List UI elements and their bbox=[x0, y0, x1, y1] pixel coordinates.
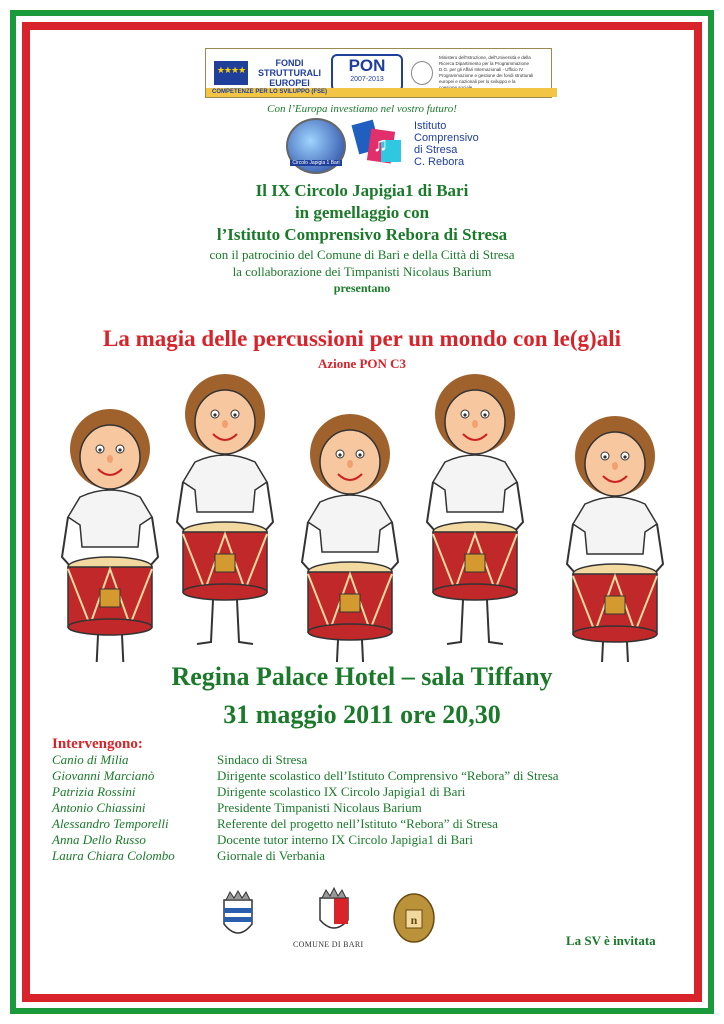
pon-logo bbox=[331, 54, 403, 92]
header-line-5: la collaborazione dei Timpanisti Nicolaus Barium bbox=[232, 264, 492, 279]
drummer-kids-illustration bbox=[55, 372, 685, 662]
speaker-row bbox=[52, 768, 559, 784]
motto: Con l’Europa investiamo nel vostro futuro! bbox=[267, 103, 457, 115]
pon-banner bbox=[205, 48, 552, 98]
svg-text:n: n bbox=[410, 913, 418, 927]
speaker-name: Anna Dello Russo bbox=[52, 832, 146, 847]
speaker-row bbox=[52, 816, 559, 832]
speaker-name: Giovanni Marcianò bbox=[52, 768, 155, 783]
drummer-kid bbox=[567, 416, 663, 662]
speaker-row bbox=[52, 752, 559, 768]
timpanisti-badge-icon bbox=[392, 890, 436, 944]
drummer-kid bbox=[177, 374, 273, 644]
ministry-text: Ministero dell'Istruzione, dell'Università e della Ricerca Dipartimento per la Programmazione D.G. per gli Affari Internazionali - Ufficio IV Programmazione e gestione dei fondi strutturali europei e nazionali per lo sviluppo e la bbox=[439, 55, 534, 84]
speakers-list bbox=[52, 752, 559, 864]
rebora-line: C. Rebora bbox=[414, 156, 465, 168]
speaker-row bbox=[52, 800, 559, 816]
rebora-logo-text bbox=[414, 120, 479, 168]
drummer-kid bbox=[427, 374, 523, 644]
speaker-row bbox=[52, 848, 559, 864]
header-line-1: Il IX Circolo Japigia1 di Bari bbox=[255, 181, 469, 200]
venue: Regina Palace Hotel – sala Tiffany bbox=[171, 662, 553, 691]
speaker-role: Dirigente scolastico IX Circolo Japigia1 di Bari bbox=[217, 784, 466, 799]
speaker-name: Patrizia Rossini bbox=[52, 784, 136, 799]
rebora-line: Istituto bbox=[414, 120, 447, 132]
stresa-crest-icon bbox=[218, 890, 258, 944]
speaker-name: Antonio Chiassini bbox=[52, 800, 146, 815]
header-line-4: con il patrocinio del Comune di Bari e della Città di Stresa bbox=[209, 247, 515, 262]
invitation-note: La SV è invitata bbox=[566, 933, 656, 948]
fondi-strutturali-logo bbox=[258, 58, 321, 88]
speaker-row bbox=[52, 784, 559, 800]
speaker-role: Docente tutor interno IX Circolo Japigia1 di Bari bbox=[217, 832, 473, 847]
speaker-role: Sindaco di Stresa bbox=[217, 752, 308, 767]
speaker-role: Presidente Timpanisti Nicolaus Barium bbox=[217, 800, 422, 815]
circolo-logo-label: Circolo Japigia 1 Bari bbox=[290, 160, 342, 166]
fondi-line: STRUTTURALI bbox=[258, 68, 321, 78]
speakers-heading: Intervengono: bbox=[52, 736, 143, 752]
speaker-name: Canio di Milia bbox=[52, 752, 129, 767]
banner-strip: COMPETENZE PER LO SVILUPPO (FSE) bbox=[206, 88, 557, 97]
pon-text: PON bbox=[348, 56, 386, 75]
header bbox=[0, 180, 724, 296]
rebora-logo-icon: ♫ bbox=[355, 118, 407, 170]
drummer-kid bbox=[62, 409, 158, 662]
speaker-name: Laura Chiara Colombo bbox=[52, 848, 175, 863]
header-line-2: in gemellaggio con bbox=[294, 203, 430, 222]
drummer-kid bbox=[302, 414, 398, 662]
fondi-line: FONDI bbox=[275, 58, 304, 68]
speaker-role: Dirigente scolastico dell’Istituto Comprensivo “Rebora” di Stresa bbox=[217, 768, 559, 783]
ministry-emblem-icon bbox=[411, 61, 433, 85]
event-date: 31 maggio 2011 ore 20,30 bbox=[223, 700, 501, 729]
event-subtitle: Azione PON C3 bbox=[317, 356, 407, 371]
speaker-name: Alessandro Temporelli bbox=[52, 816, 169, 831]
event-title: La magia delle percussioni per un mondo con le(g)ali bbox=[103, 326, 621, 351]
speaker-row bbox=[52, 832, 559, 848]
pon-years: 2007-2013 bbox=[350, 76, 384, 83]
bari-crest-icon bbox=[314, 886, 354, 938]
header-line-6: presentano bbox=[333, 281, 391, 295]
rebora-line: di Stresa bbox=[414, 144, 458, 156]
speaker-role: Referente del progetto nell’Istituto “Rebora” di Stresa bbox=[217, 816, 498, 831]
comune-label: COMUNE DI BARI bbox=[293, 940, 364, 949]
circolo-logo bbox=[286, 118, 346, 174]
eu-flag-icon: ★★★★ bbox=[214, 61, 248, 85]
rebora-line: Comprensivo bbox=[414, 132, 479, 144]
header-line-3: l’Istituto Comprensivo Rebora di Stresa bbox=[216, 225, 508, 244]
fondi-line: EUROPEI bbox=[269, 78, 310, 88]
speaker-role: Giornale di Verbania bbox=[217, 848, 326, 863]
